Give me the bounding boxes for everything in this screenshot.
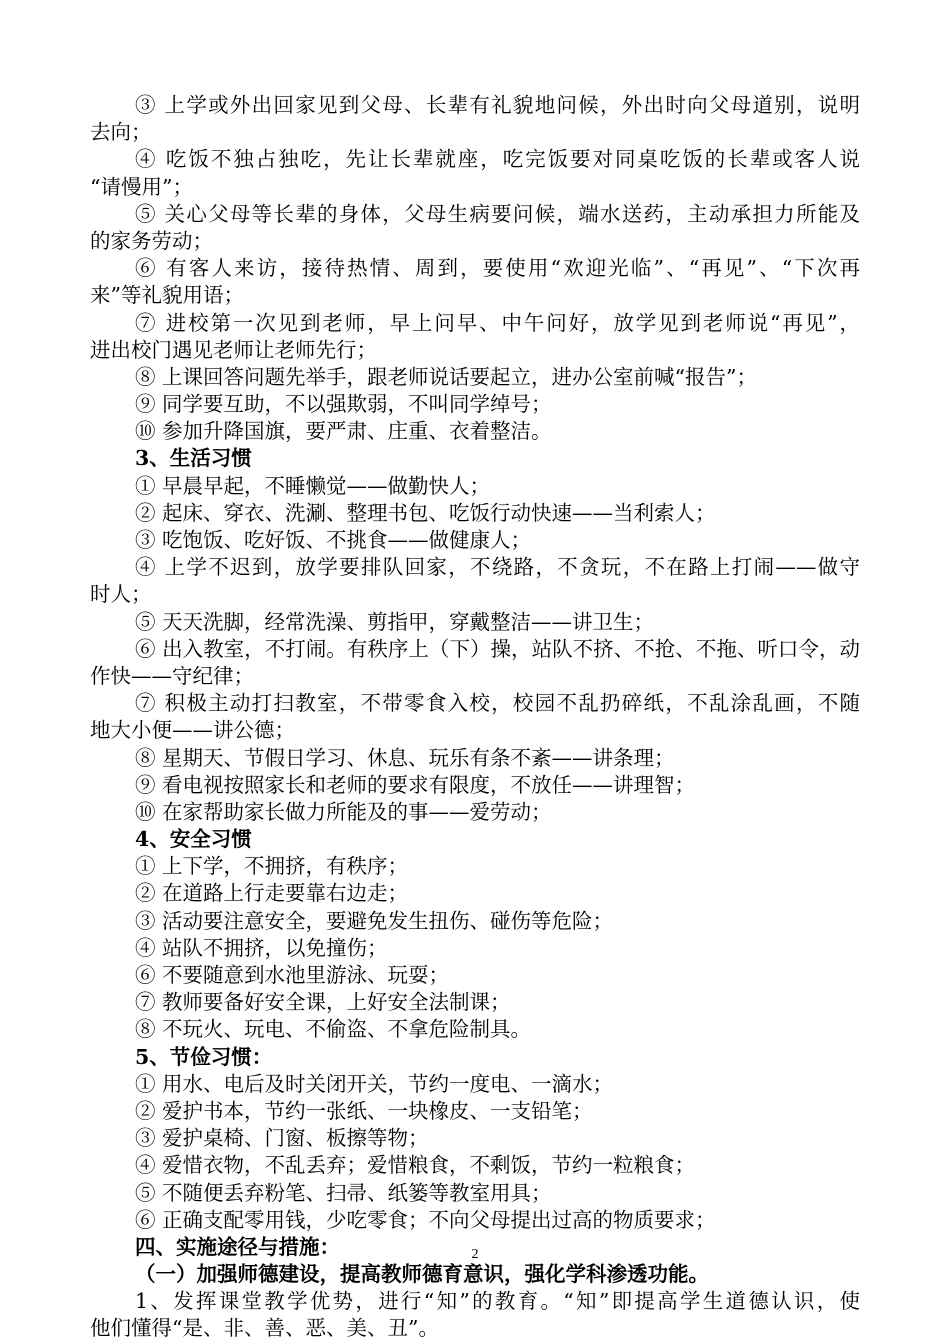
section-heading: 5、节俭习惯：: [135, 1044, 273, 1069]
text-line: ⑨ 同学要互助，不以强欺弱，不叫同学绰号；: [135, 392, 552, 417]
text-line: ⑦ 积极主动打扫教室，不带零食入校，校园不乱扔碎纸，不乱涂乱画，不随: [135, 691, 860, 716]
text-line: ⑧ 不玩火、玩电、不偷盗、不拿危险制具。: [135, 1017, 532, 1042]
text-line: ③ 上学或外出回家见到父母、长辈有礼貌地问候，外出时向父母道别，说明: [135, 93, 860, 117]
text-line: ⑤ 天天洗脚，经常洗澡、剪指甲，穿戴整洁——讲卫生；: [135, 609, 655, 634]
page-number: 2: [471, 1247, 479, 1262]
text-line: ⑤ 关心父母等长辈的身体，父母生病要问候，端水送药，主动承担力所能及: [135, 201, 860, 226]
text-line: ④ 吃饭不独占独吃，先让长辈就座，吃完饭要对同桌吃饭的长辈或客人说: [135, 147, 860, 172]
text-line: ⑧ 上课回答问题先举手，跟老师说话要起立，进办公室前喊“报告”；: [135, 364, 757, 389]
text-line: 时人；: [90, 582, 152, 607]
text-line: 地大小便——讲公德；: [90, 718, 295, 743]
text-line: ⑥ 不要随意到水池里游泳、玩耍；: [135, 963, 450, 987]
text-line: 来”等礼貌用语；: [90, 283, 244, 308]
document-body: [90, 92, 860, 1343]
text-line: ⑦ 进校第一次见到老师，早上问早、中午问好，放学见到老师说“再见”，: [135, 310, 860, 335]
text-line: ① 早晨早起，不睡懒觉——做勤快人；: [135, 473, 491, 498]
text-line: ⑥ 有客人来访，接待热情、周到，要使用“欢迎光临”、“再见”、“下次再: [135, 256, 860, 281]
text-line: ③ 活动要注意安全，要避免发生扭伤、碰伤等危险；: [135, 908, 614, 933]
section-heading: 四、实施途径与措施：: [135, 1234, 340, 1259]
text-line: ② 起床、穿衣、洗涮、整理书包、吃饭行动快速——当利索人；: [135, 500, 716, 525]
text-line: 作快——守纪律；: [90, 663, 254, 688]
text-line: 1、发挥课堂教学优势，进行“知”的教育。“知”即提高学生道德认识，使: [135, 1289, 860, 1314]
text-line: ⑤ 不随便丢弃粉笔、扫帚、纸篓等教室用具；: [135, 1180, 552, 1205]
section-heading: （一）加强师德建设，提高教师德育意识，强化学科渗透功能。: [135, 1262, 709, 1287]
text-line: ④ 上学不迟到，放学要排队回家，不绕路，不贪玩，不在路上打闹——做守: [135, 555, 860, 580]
text-line: ⑧ 星期天、节假日学习、休息、玩乐有条不紊——讲条理；: [135, 745, 675, 770]
text-line: ② 在道路上行走要靠右边走；: [135, 881, 409, 906]
text-line: ⑥ 出入教室，不打闹。有秩序上（下）操，站队不挤、不抢、不拖、听口令，动: [135, 636, 860, 661]
text-line: ⑨ 看电视按照家长和老师的要求有限度，不放任——讲理智；: [135, 772, 696, 797]
text-line: ② 爱护书本，节约一张纸、一块橡皮、一支铅笔；: [135, 1098, 593, 1123]
text-line: ③ 吃饱饭、吃好饭、不挑食——做健康人；: [135, 528, 532, 552]
text-line: “请慢用”；: [90, 174, 193, 199]
text-line: 去向；: [90, 120, 152, 145]
text-line: ⑥ 正确支配零用钱，少吃零食；不向父母提出过高的物质要求；: [135, 1207, 716, 1232]
section-heading: 3、生活习惯: [135, 446, 252, 471]
text-line: ③ 爱护桌椅、门窗、板擦等物；: [135, 1126, 429, 1151]
text-line: ⑩ 在家帮助家长做力所能及的事——爱劳动；: [135, 799, 552, 824]
text-line: 进出校门遇见老师让老师先行；: [90, 337, 377, 362]
text-line: ④ 爱惜衣物，不乱丢弃；爱惜粮食，不剩饭，节约一粒粮食；: [135, 1153, 696, 1178]
text-line: ⑩ 参加升降国旗，要严肃、庄重、衣着整洁。: [135, 419, 552, 444]
text-line: ④ 站队不拥挤，以免撞伤；: [135, 935, 388, 960]
text-line: 的家务劳动；: [90, 228, 213, 253]
text-line: ① 上下学，不拥挤，有秩序；: [135, 854, 409, 879]
text-line: ⑦ 教师要备好安全课，上好安全法制课；: [135, 990, 511, 1015]
text-line: 他们懂得“是、非、善、恶、美、丑”。: [90, 1316, 439, 1341]
text-line: ① 用水、电后及时关闭开关，节约一度电、一滴水；: [135, 1071, 614, 1096]
section-heading: 4、安全习惯: [135, 827, 252, 852]
